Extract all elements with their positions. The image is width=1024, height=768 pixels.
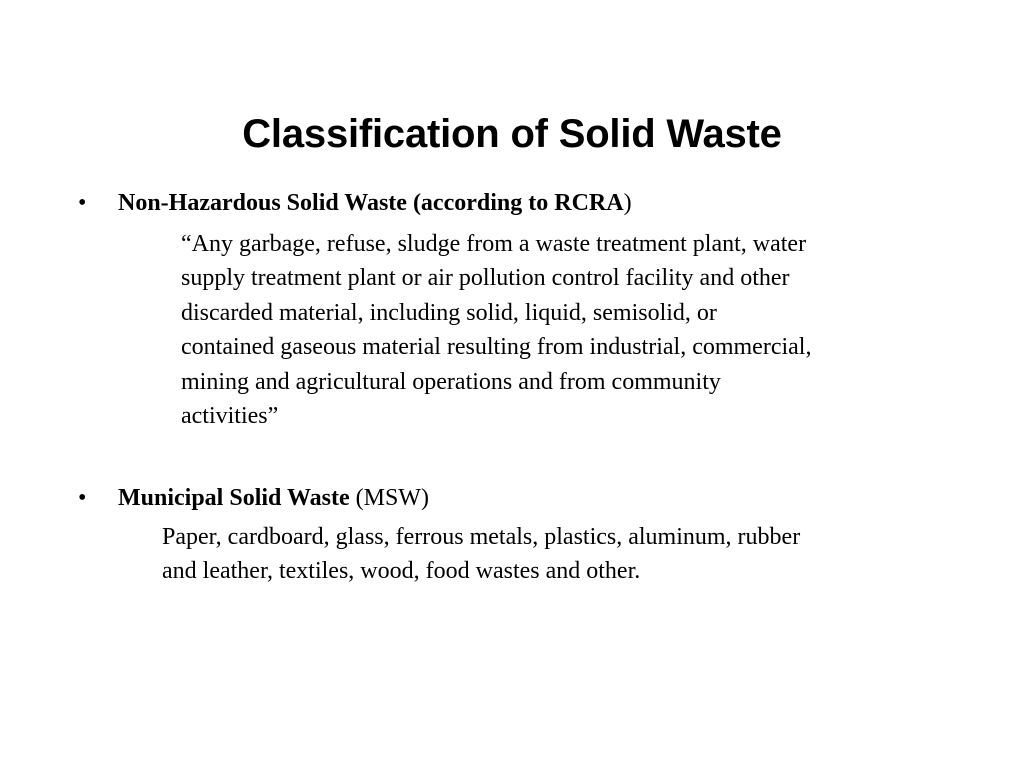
heading-paren-text: (MSW) [349,485,429,511]
msw-materials-text [162,520,800,589]
section-heading-non-hazardous [118,186,632,220]
heading-bold-text: Non-Hazardous Solid Waste (according to RCRA [118,190,624,216]
body-line: Paper, cardboard, glass, ferrous metals, plastics, aluminum, rubber [162,524,801,550]
heading-bold-text: Municipal Solid Waste [118,485,350,511]
quote-line: mining and agricultural operations and from community [181,368,721,395]
section-heading-municipal [118,481,429,515]
bullet-dot: • [78,190,87,216]
rcra-definition-quote [181,227,811,433]
bullet-dot: • [78,485,87,511]
quote-line: activities” [181,403,279,430]
quote-line: contained gaseous material resulting from industrial, commercial, [181,334,812,361]
quote-line: supply treatment plant or air pollution control facility and other [181,265,790,292]
body-line: and leather, textiles, wood, food wastes and other. [162,558,641,585]
heading-paren-text: ) [623,190,632,216]
slide-title: Classification of Solid Waste [242,112,782,156]
quote-line: “Any garbage, refuse, sludge from a waste treatment plant, water [181,231,807,257]
quote-line: discarded material, including solid, liquid, semisolid, or [181,299,717,326]
